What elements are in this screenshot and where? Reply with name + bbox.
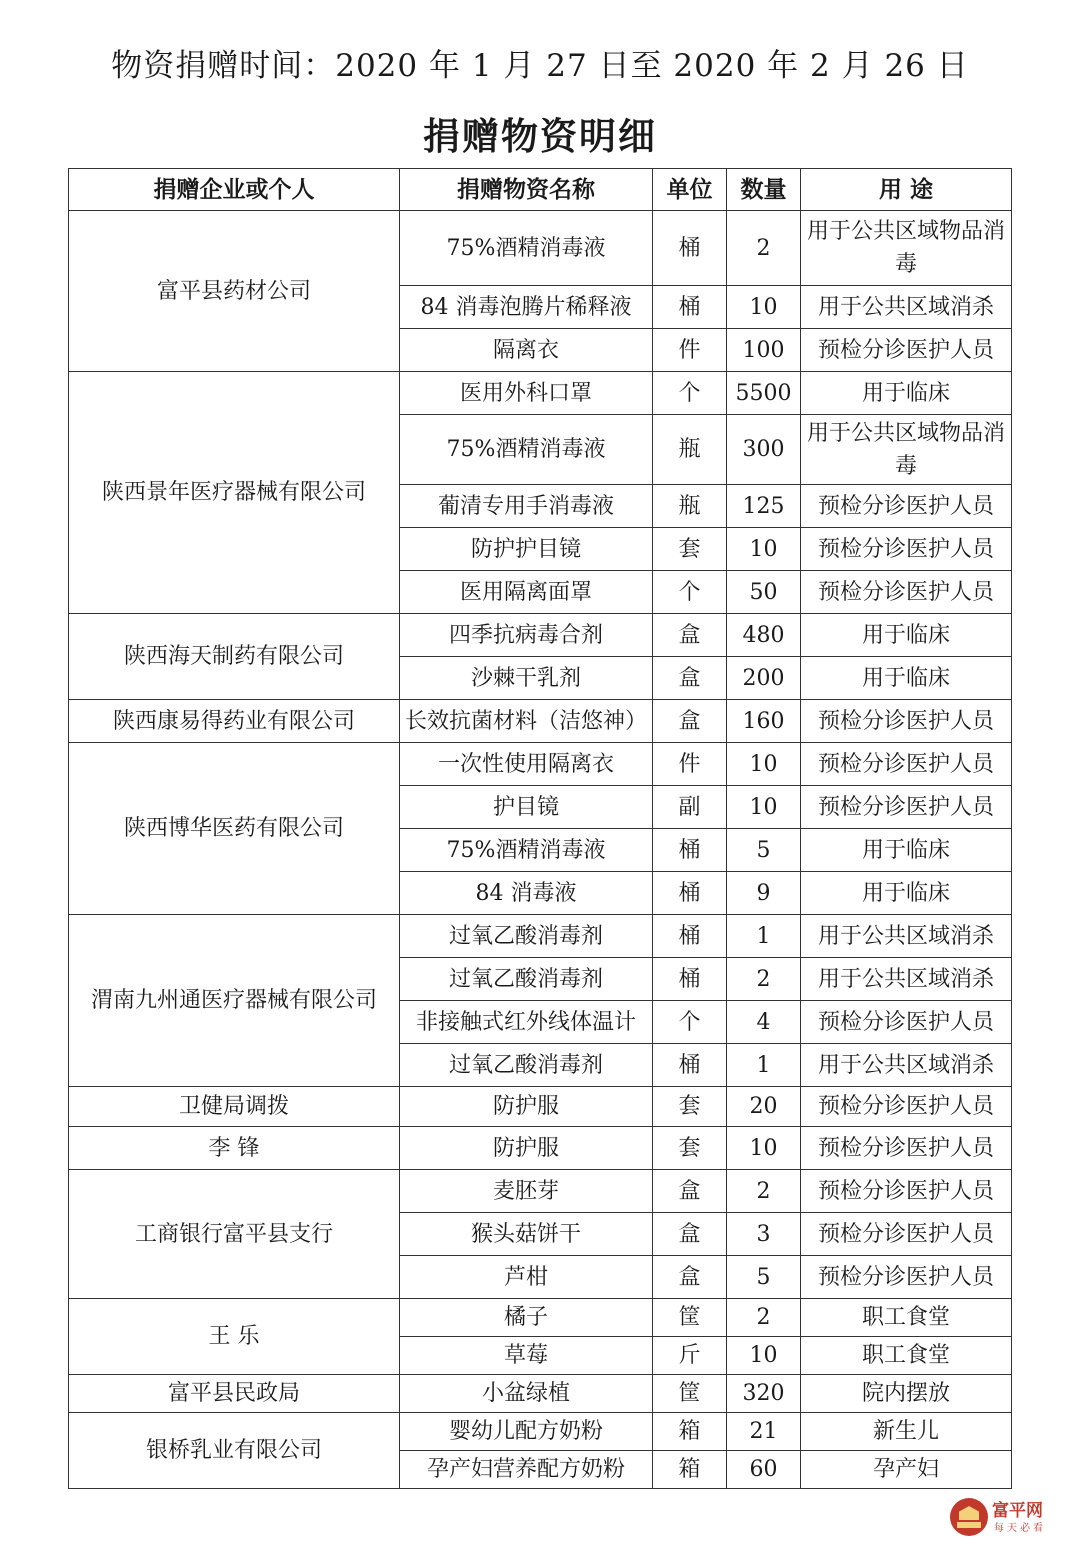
unit-cell: 瓶: [653, 415, 727, 485]
quantity-cell: 10: [727, 286, 801, 329]
unit-cell: 盒: [653, 657, 727, 700]
table-row: [69, 743, 1012, 786]
quantity-cell: 4: [727, 1001, 801, 1044]
quantity-cell: 10: [727, 1127, 801, 1170]
item-name-cell: 小盆绿植: [400, 1375, 653, 1413]
donor-cell: 陕西海天制药有限公司: [69, 614, 400, 700]
table-row: [69, 1375, 1012, 1413]
unit-cell: 桶: [653, 915, 727, 958]
donor-cell: 陕西景年医疗器械有限公司: [69, 372, 400, 614]
use-cell: 院内摆放: [801, 1375, 1012, 1413]
quantity-cell: 2: [727, 1299, 801, 1337]
unit-cell: 盒: [653, 1170, 727, 1213]
donor-cell: 李 锋: [69, 1127, 400, 1170]
item-name-cell: 沙棘干乳剂: [400, 657, 653, 700]
item-name-cell: 75%酒精消毒液: [400, 211, 653, 286]
quantity-cell: 3: [727, 1213, 801, 1256]
unit-cell: 箱: [653, 1451, 727, 1489]
use-cell: 用于临床: [801, 614, 1012, 657]
table-row: [69, 1413, 1012, 1451]
table-row: [69, 700, 1012, 743]
unit-cell: 套: [653, 1087, 727, 1127]
item-name-cell: 医用外科口罩: [400, 372, 653, 415]
donor-cell: 陕西博华医药有限公司: [69, 743, 400, 915]
unit-cell: 瓶: [653, 485, 727, 528]
table-row: [69, 1087, 1012, 1127]
table-body: [69, 211, 1012, 1489]
unit-cell: 套: [653, 528, 727, 571]
quantity-cell: 125: [727, 485, 801, 528]
item-name-cell: 长效抗菌材料（洁悠神）: [400, 700, 653, 743]
item-name-cell: 麦胚芽: [400, 1170, 653, 1213]
donation-table: [68, 168, 1012, 1489]
unit-cell: 桶: [653, 286, 727, 329]
quantity-cell: 1: [727, 915, 801, 958]
use-cell: 孕产妇: [801, 1451, 1012, 1489]
item-name-cell: 一次性使用隔离衣: [400, 743, 653, 786]
quantity-cell: 480: [727, 614, 801, 657]
use-cell: 预检分诊医护人员: [801, 329, 1012, 372]
unit-cell: 件: [653, 743, 727, 786]
quantity-cell: 20: [727, 1087, 801, 1127]
column-header-quantity: 数量: [727, 169, 801, 211]
unit-cell: 桶: [653, 211, 727, 286]
table-row: [69, 1299, 1012, 1337]
item-name-cell: 过氧乙酸消毒剂: [400, 915, 653, 958]
quantity-cell: 5: [727, 829, 801, 872]
unit-cell: 斤: [653, 1337, 727, 1375]
item-name-cell: 84 消毒液: [400, 872, 653, 915]
use-cell: 用于公共区域物品消毒: [801, 415, 1012, 485]
unit-cell: 盒: [653, 700, 727, 743]
use-cell: 预检分诊医护人员: [801, 1170, 1012, 1213]
quantity-cell: 9: [727, 872, 801, 915]
donor-cell: 富平县药材公司: [69, 211, 400, 372]
item-name-cell: 过氧乙酸消毒剂: [400, 1044, 653, 1087]
donor-cell: 富平县民政局: [69, 1375, 400, 1413]
quantity-cell: 50: [727, 571, 801, 614]
tower-logo-icon: [950, 1498, 988, 1536]
period-subtitle: 物资捐赠时间：2020 年 1 月 27 日至 2020 年 2 月 26 日: [111, 48, 969, 84]
item-name-cell: 医用隔离面罩: [400, 571, 653, 614]
use-cell: 用于公共区域物品消毒: [801, 211, 1012, 286]
quantity-cell: 5: [727, 1256, 801, 1299]
unit-cell: 桶: [653, 829, 727, 872]
quantity-cell: 10: [727, 786, 801, 829]
item-name-cell: 过氧乙酸消毒剂: [400, 958, 653, 1001]
item-name-cell: 防护服: [400, 1127, 653, 1170]
use-cell: 用于公共区域消杀: [801, 915, 1012, 958]
quantity-cell: 200: [727, 657, 801, 700]
quantity-cell: 2: [727, 1170, 801, 1213]
item-name-cell: 84 消毒泡腾片稀释液: [400, 286, 653, 329]
unit-cell: 个: [653, 1001, 727, 1044]
item-name-cell: 孕产妇营养配方奶粉: [400, 1451, 653, 1489]
use-cell: 预检分诊医护人员: [801, 1213, 1012, 1256]
table-row: [69, 372, 1012, 415]
use-cell: 用于临床: [801, 829, 1012, 872]
use-cell: 预检分诊医护人员: [801, 786, 1012, 829]
column-header-donor: 捐赠企业或个人: [69, 169, 400, 211]
column-header-unit: 单位: [653, 169, 727, 211]
use-cell: 预检分诊医护人员: [801, 571, 1012, 614]
item-name-cell: 75%酒精消毒液: [400, 829, 653, 872]
table-row: [69, 915, 1012, 958]
use-cell: 用于公共区域消杀: [801, 1044, 1012, 1087]
item-name-cell: 防护护目镜: [400, 528, 653, 571]
use-cell: 预检分诊医护人员: [801, 700, 1012, 743]
donor-cell: 陕西康易得药业有限公司: [69, 700, 400, 743]
unit-cell: 盒: [653, 1213, 727, 1256]
quantity-cell: 5500: [727, 372, 801, 415]
unit-cell: 盒: [653, 1256, 727, 1299]
table-row: [69, 1127, 1012, 1170]
item-name-cell: 非接触式红外线体温计: [400, 1001, 653, 1044]
use-cell: 预检分诊医护人员: [801, 1256, 1012, 1299]
table-row: [69, 614, 1012, 657]
item-name-cell: 隔离衣: [400, 329, 653, 372]
unit-cell: 桶: [653, 958, 727, 1001]
table-row: [69, 1170, 1012, 1213]
quantity-cell: 1: [727, 1044, 801, 1087]
use-cell: 预检分诊医护人员: [801, 485, 1012, 528]
item-name-cell: 葡清专用手消毒液: [400, 485, 653, 528]
use-cell: 预检分诊医护人员: [801, 1127, 1012, 1170]
unit-cell: 副: [653, 786, 727, 829]
unit-cell: 桶: [653, 1044, 727, 1087]
column-header-use: 用 途: [801, 169, 1012, 211]
item-name-cell: 猴头菇饼干: [400, 1213, 653, 1256]
use-cell: 预检分诊医护人员: [801, 743, 1012, 786]
unit-cell: 套: [653, 1127, 727, 1170]
use-cell: 新生儿: [801, 1413, 1012, 1451]
quantity-cell: 10: [727, 1337, 801, 1375]
table-header-row: [69, 169, 1012, 211]
quantity-cell: 300: [727, 415, 801, 485]
use-cell: 预检分诊医护人员: [801, 1087, 1012, 1127]
use-cell: 用于临床: [801, 372, 1012, 415]
donor-cell: 工商银行富平县支行: [69, 1170, 400, 1299]
quantity-cell: 10: [727, 528, 801, 571]
item-name-cell: 护目镜: [400, 786, 653, 829]
quantity-cell: 100: [727, 329, 801, 372]
use-cell: 预检分诊医护人员: [801, 1001, 1012, 1044]
use-cell: 用于临床: [801, 657, 1012, 700]
quantity-cell: 2: [727, 211, 801, 286]
item-name-cell: 芦柑: [400, 1256, 653, 1299]
quantity-cell: 2: [727, 958, 801, 1001]
donor-cell: 渭南九州通医疗器械有限公司: [69, 915, 400, 1087]
page-title: 捐赠物资明细: [423, 114, 657, 158]
donor-cell: 银桥乳业有限公司: [69, 1413, 400, 1489]
table-row: [69, 211, 1012, 286]
logo-name: 富平网: [992, 1501, 1043, 1521]
unit-cell: 桶: [653, 872, 727, 915]
unit-cell: 箱: [653, 1413, 727, 1451]
item-name-cell: 婴幼儿配方奶粉: [400, 1413, 653, 1451]
donor-cell: 卫健局调拨: [69, 1087, 400, 1127]
use-cell: 职工食堂: [801, 1337, 1012, 1375]
unit-cell: 盒: [653, 614, 727, 657]
unit-cell: 筐: [653, 1299, 727, 1337]
item-name-cell: 75%酒精消毒液: [400, 415, 653, 485]
site-logo: [950, 1494, 1070, 1540]
logo-slogan: 每天必看: [994, 1523, 1046, 1534]
quantity-cell: 21: [727, 1413, 801, 1451]
item-name-cell: 防护服: [400, 1087, 653, 1127]
unit-cell: 件: [653, 329, 727, 372]
quantity-cell: 160: [727, 700, 801, 743]
donor-cell: 王 乐: [69, 1299, 400, 1375]
use-cell: 预检分诊医护人员: [801, 528, 1012, 571]
quantity-cell: 60: [727, 1451, 801, 1489]
quantity-cell: 320: [727, 1375, 801, 1413]
item-name-cell: 四季抗病毒合剂: [400, 614, 653, 657]
column-header-item: 捐赠物资名称: [400, 169, 653, 211]
item-name-cell: 橘子: [400, 1299, 653, 1337]
use-cell: 用于公共区域消杀: [801, 958, 1012, 1001]
use-cell: 用于临床: [801, 872, 1012, 915]
unit-cell: 个: [653, 571, 727, 614]
use-cell: 职工食堂: [801, 1299, 1012, 1337]
quantity-cell: 10: [727, 743, 801, 786]
unit-cell: 个: [653, 372, 727, 415]
unit-cell: 筐: [653, 1375, 727, 1413]
use-cell: 用于公共区域消杀: [801, 286, 1012, 329]
item-name-cell: 草莓: [400, 1337, 653, 1375]
